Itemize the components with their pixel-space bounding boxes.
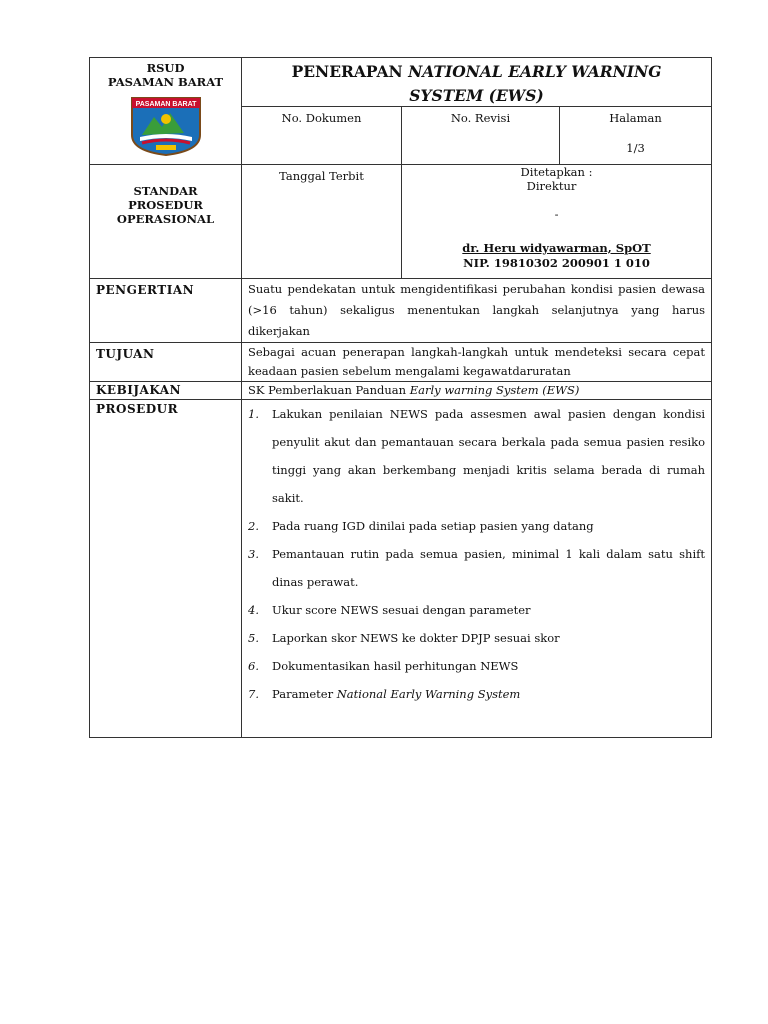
- title-plain: PENERAPAN: [291, 62, 403, 81]
- signer-name: dr. Heru widyawarman, SpOT: [462, 241, 651, 255]
- org-name-line2: PASAMAN BARAT: [107, 75, 224, 89]
- doc-number-label: No. Dokumen: [281, 111, 362, 125]
- kebijakan-text-italic: Early warning System (EWS): [409, 383, 580, 397]
- procedure-step: 5. Laporkan skor NEWS ke dokter DPJP sesuai skor: [248, 631, 560, 645]
- revision-cell: [402, 107, 560, 165]
- procedure-step: 6. Dokumentasikan hasil perhitungan NEWS: [248, 659, 519, 673]
- tujuan-text: Sebagai acuan penerapan langkah-langkah untuk mendeteksi secara cepat keadaan pasien sebelum mengalami kegawatdaruratan: [242, 343, 712, 382]
- approved-label: Ditetapkan :: [520, 165, 593, 179]
- revision-label: No. Revisi: [450, 111, 511, 125]
- regency-logo: [128, 95, 204, 157]
- approval-cell: [402, 165, 712, 279]
- kebijakan-text: [242, 382, 712, 400]
- sop-document: [89, 57, 711, 738]
- procedure-step: 1. Lakukan penilaian NEWS pada assesmen awal pasien dengan kondisi penyulit akut dan pemantauan secara berkala pada semua pasien resiko tinggi yang akan berkembang menjadi kritis selama berada di rumah sakit.: [248, 407, 706, 505]
- page-cell: [560, 107, 712, 165]
- signature-dash: -: [554, 207, 559, 221]
- sop-label-3: OPERASIONAL: [116, 212, 215, 226]
- sop-label-cell: [90, 165, 242, 279]
- title-italic-2: SYSTEM (EWS): [409, 86, 544, 105]
- approved-role: Direktur: [526, 179, 577, 193]
- org-name-line1: RSUD: [146, 61, 185, 75]
- prosedur-content: [242, 400, 712, 738]
- issue-date-label: Tanggal Terbit: [279, 169, 364, 183]
- procedure-step: 2. Pada ruang IGD dinilai pada setiap pasien yang datang: [248, 519, 594, 533]
- logo-banner-text: PASAMAN BARAT: [135, 101, 196, 108]
- org-cell: [90, 58, 242, 165]
- procedure-step: 7. Parameter National Early Warning System: [248, 687, 521, 701]
- signer-nip: NIP. 19810302 200901 1 010: [463, 256, 650, 270]
- sop-label-2: PROSEDUR: [128, 198, 203, 212]
- tujuan-label: TUJUAN: [90, 343, 242, 382]
- kebijakan-text-plain: SK Pemberlakuan Panduan: [248, 383, 407, 397]
- page-value: 1/3: [626, 141, 645, 155]
- title-italic-1: NATIONAL EARLY WARNING: [408, 62, 662, 81]
- sop-table: [89, 57, 712, 738]
- sop-label-1: STANDAR: [133, 184, 198, 198]
- procedure-list: [242, 400, 711, 708]
- document-title: [242, 58, 712, 107]
- page-label: Halaman: [609, 111, 662, 125]
- procedure-step: 3. Pemantauan rutin pada semua pasien, minimal 1 kali dalam satu shift dinas perawat.: [248, 547, 706, 589]
- prosedur-label: PROSEDUR: [90, 400, 242, 738]
- issue-date-cell: [242, 165, 402, 279]
- pengertian-label: PENGERTIAN: [90, 279, 242, 343]
- procedure-step: 4. Ukur score NEWS sesuai dengan parameter: [248, 603, 531, 617]
- pengertian-text: Suatu pendekatan untuk mengidentifikasi perubahan kondisi pasien dewasa (>16 tahun) sekaligus menentukan langkah selanjutnya yang harus dikerjakan: [242, 279, 712, 343]
- kebijakan-label: KEBIJAKAN: [90, 382, 242, 400]
- doc-number-cell: [242, 107, 402, 165]
